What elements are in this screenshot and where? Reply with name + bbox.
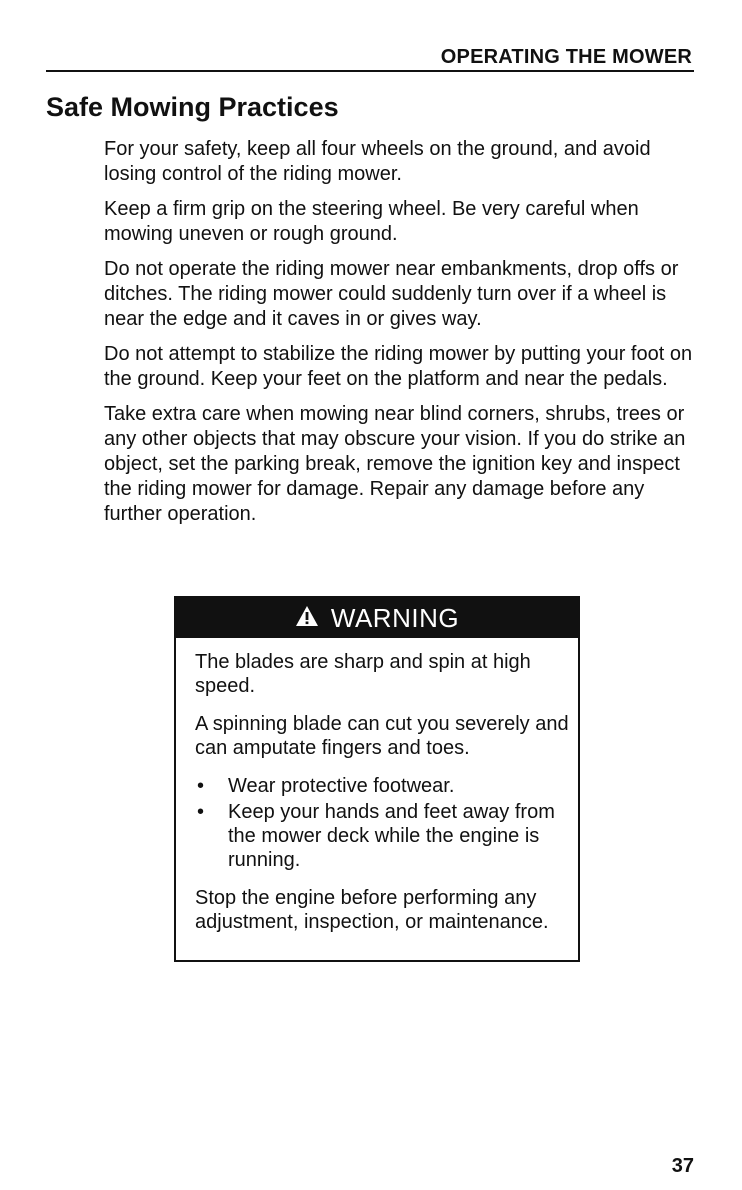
warning-line-blades: The blades are sharp and spin at high speed. [195, 651, 531, 697]
warning-triangle-icon [295, 603, 319, 634]
warning-line-cut: A spinning blade can cut you severely and can amputate fingers and toes. [195, 713, 569, 759]
page-title: Safe Mowing Practices [46, 92, 339, 122]
warning-box [174, 596, 580, 962]
bullet-icon: • [197, 801, 205, 823]
warning-closing: Stop the engine before performing any adjustment, inspection, or maintenance. [195, 887, 549, 933]
warning-bullet-item [195, 800, 574, 872]
page-number: 37 [671, 1155, 694, 1177]
warning-bullet-item [195, 774, 574, 798]
paragraph-blind-corners: Take extra care when mowing near blind corners, shrubs, trees or any other objects that may obscure your vision. If you do strike an object, set the parking break, remove the ignition key and inspect the riding mower for damage. Repair any damage before any further operation. [104, 403, 686, 525]
warning-bullet-text: Wear protective footwear. [228, 775, 455, 797]
paragraph-wheels: For your safety, keep all four wheels on the ground, and avoid losing control of the riding mower. [104, 138, 651, 185]
paragraph-embankments: Do not operate the riding mower near embankments, drop offs or ditches. The riding mower could suddenly turn over if a wheel is near the edge and it caves in or gives way. [104, 258, 679, 330]
body-text [104, 137, 704, 537]
warning-body [176, 638, 578, 934]
warning-header [176, 598, 578, 638]
header-rule [46, 70, 694, 72]
warning-bullet-text: Keep your hands and feet away from the mower deck while the engine is running. [228, 801, 555, 871]
warning-label: WARNING [330, 602, 460, 633]
paragraph-steering: Keep a firm grip on the steering wheel. Be very careful when mowing uneven or rough ground. [104, 198, 639, 245]
bullet-icon: • [197, 775, 205, 797]
warning-bullet-list [195, 774, 574, 872]
section-header: OPERATING THE MOWER [440, 46, 692, 68]
paragraph-stabilize: Do not attempt to stabilize the riding mower by putting your foot on the ground. Keep your feet on the platform and near the pedals. [104, 343, 693, 390]
